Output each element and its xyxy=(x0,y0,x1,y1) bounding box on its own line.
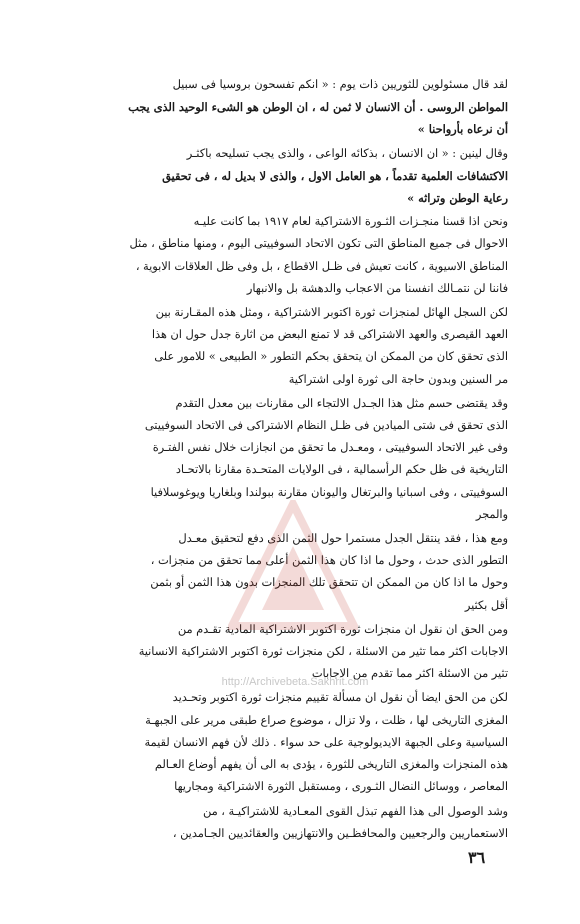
paragraph xyxy=(76,211,508,300)
text-line: المعاصر ، ووسائل النضال الثـورى ، ومستقبل الثورة الاشتراكية ومجاريها xyxy=(174,780,508,794)
text-line: وشد الوصول الى هذا الفهم تبذل القوى المعـادية للاشتراكيـة ، من xyxy=(203,804,508,818)
text-line: وحول ما اذا كان من الممكن ان تتحقق تلك المنجزات بدون هذا الثمن أو بثمن xyxy=(150,576,508,590)
text-line: العهد القيصرى والعهد الاشتراكى قد لا تمنع البعض من اثارة جدل حول ان هذا xyxy=(151,328,508,342)
text-line: وقال لينين : « ان الانسان ، بذكائه الواعى ، والذى يجب تسليحه باكثـر xyxy=(186,146,508,160)
paragraph xyxy=(76,74,508,141)
paragraph xyxy=(76,801,508,845)
paragraph xyxy=(76,393,508,526)
text-line: السوفييتى ، وفى اسبانيا والبرتغال واليونان مقارنة ببولندا وبلغاريا ويوغوسلافيا xyxy=(150,485,508,499)
text-line: ونحن اذا قسنا منجـزات الثـورة الاشتراكية لعام ١٩١٧ بما كانت عليـه xyxy=(193,215,508,229)
paragraph xyxy=(76,687,508,798)
paragraph xyxy=(76,143,508,210)
text-line: المغزى التاريخى لها ، ظلت ، ولا تزال ، موضوع صراع طبقى مرير على الجبهـة xyxy=(145,713,508,727)
text-line: لكن السجل الهائل لمنجزات ثورة اكتوبر الاشتراكية ، ومثل هذه المقـارنة بين xyxy=(155,306,508,320)
text-line: الذى تحقق كان من الممكن ان يتحقق بحكم التطور « الطبيعى » للامور على xyxy=(154,350,508,364)
text-line: ومع هذا ، فقد ينتقل الجدل مستمرا حول الثمن الذى دفع لتحقيق معـدل xyxy=(178,532,508,546)
text-line: فاننا لن نتمـالك انفسنا من الاعجاب والدهشة بل والانبهار xyxy=(246,281,508,295)
text-line: والمجر xyxy=(475,507,508,521)
paragraph xyxy=(76,528,508,617)
text-line: لقد قال مسئولوين للثوريين ذات يوم : « انكم تفسحون بروسيا فى سبيل xyxy=(172,78,508,91)
text-line: تثير من الاسئلة اكثر مما تقدم من الاجابات xyxy=(311,667,508,681)
text-line: وفى غير الاتحاد السوفييتى ، ومعـدل ما تحقق من انجازات خلال نفس الفتـرة xyxy=(152,441,508,455)
text-line: أقل بكثير xyxy=(464,598,508,612)
text-line: وقد يقتضى حسم مثل هذا الجـدل الالتجاء الى مقارنات بين معدل التقدم xyxy=(175,396,508,410)
text-line: الذى تحقق فى شتى الميادين فى ظـل النظام الاشتراكى فى الاتحاد السوفييتى xyxy=(144,419,508,433)
text-line: الاكتشافات العلمية تقدماً ، هو العامل الاول ، والذى لا بديل له ، فى تحقيق xyxy=(162,168,508,183)
page-number: ٣٦ xyxy=(468,848,486,867)
text-line: ومن الحق ان نقول ان منجزات ثورة اكتوبر الاشتراكية المادية تقـدم من xyxy=(177,622,508,636)
text-line: مر السنين وبدون حاجة الى ثورة اولى اشتراكية xyxy=(288,372,508,386)
paragraph xyxy=(76,302,508,391)
text-line: التاريخية فى ظل حكم الرأسمالية ، فى الولايات المتحـدة مقارنا بالاتحـاد xyxy=(175,463,508,477)
text-line: المواطن الروسى . أن الانسان لا ثمن له ، ان الوطن هو الشىء الوحيد الذى يجب xyxy=(128,100,508,115)
text-line: رعاية الوطن وتراثه » xyxy=(407,191,508,206)
text-line: أن نرعاه بأرواحنا » xyxy=(417,122,508,137)
text-line: الاحوال فى جميع المناطق التى تكون الاتحاد السوفييتى اليوم ، ومنها مناطق ، مثل xyxy=(129,237,508,251)
page-text xyxy=(76,74,508,847)
text-line: المناطق الاسيوية ، كانت تعيش فى ظـل الاقطاع ، بل وفى ظل العلاقات الابوية ، xyxy=(135,259,508,273)
text-line: الاجابات اكثر مما تثير من الاسئلة ، لكن منجزات ثورة اكتوبر الاشتراكية الانسانية xyxy=(138,645,508,659)
text-line: لكن من الحق ايضا أن نقول ان مسألة تقييم منجزات ثورة اكتوبر وتحـديد xyxy=(172,691,508,705)
text-line: هذه المنجزات والمغزى التاريخى للثورة ، يؤدى به الى أن يفهم أوضاع العـالم xyxy=(154,758,508,772)
text-line: الاستعماريين والرجعيين والمحافظـين والانتهازيين والعقائديين الجـامدين ، xyxy=(172,826,508,840)
watermark-url: http://Archivebeta.Sakhrit.com xyxy=(221,676,369,688)
text-line: التطور الذى حدث ، وحول ما اذا كان هذا الثمن أعلى مما تحقق من منجزات ، xyxy=(150,554,508,568)
text-line: السياسية وعلى الجبهة الايديولوجية على حد سواء . ذلك لأن فهم الانسان لقيمة xyxy=(144,735,508,749)
